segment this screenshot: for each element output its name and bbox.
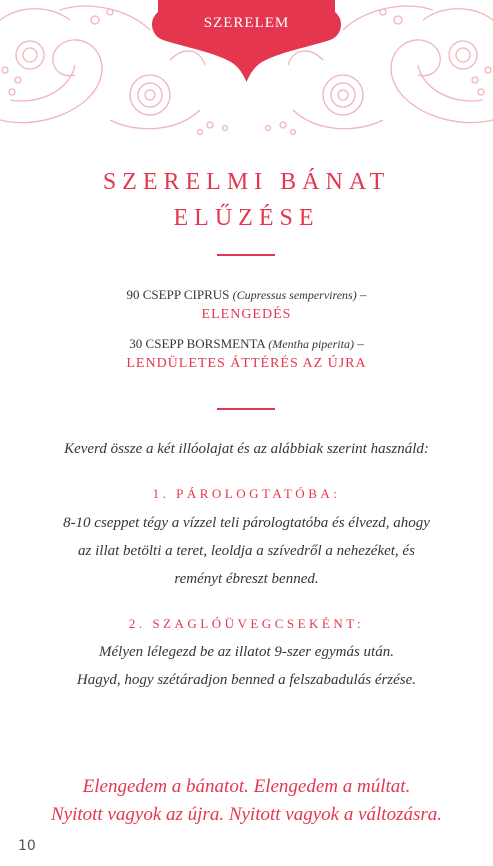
ingredient-dash: –	[356, 287, 367, 302]
step-body-line: 8-10 cseppet tégy a vízzel teli párologtatóba és élvezd, ahogy	[63, 515, 430, 531]
step-body-smelling-bottle	[20, 638, 473, 694]
ingredient-effect: ELENGEDÉS	[201, 307, 292, 322]
step-body-line: az illat betölti a teret, leoldja a szívedről a nehezéket, és	[78, 543, 415, 559]
step-body-line: Mélyen lélegezd be az illatot 9-szer egymás után.	[99, 644, 394, 660]
divider-top	[217, 254, 275, 256]
category-banner-shape	[152, 0, 341, 82]
affirmation-line-2: Nyitott vagyok az újra. Nyitott vagyok a változásra.	[50, 804, 443, 825]
ingredient-latin-name: (Cupressus sempervirens)	[232, 288, 357, 302]
ingredient-latin-name: (Mentha piperita)	[268, 337, 354, 351]
ingredient-item	[0, 334, 493, 374]
usage-intro: Keverd össze a két illóolajat és az alábbiak szerint használd:	[64, 441, 429, 457]
ingredient-name-line	[0, 334, 493, 354]
title-line-2: ELŰZÉSE	[173, 205, 320, 231]
title-line-1: SZERELMI BÁNAT	[102, 169, 391, 195]
affirmation	[0, 773, 493, 829]
step-title-smelling-bottle: 2. SZAGLÓÜVEGCSEKÉNT:	[128, 616, 365, 631]
divider-bottom	[217, 408, 275, 410]
step-title-diffuser: 1. PÁROLOGTATÓBA:	[152, 486, 341, 501]
step-body-line: reményt ébreszt benned.	[174, 571, 319, 587]
step-body-diffuser	[20, 509, 473, 593]
page-number: 10	[18, 838, 36, 854]
ingredient-dash: –	[353, 336, 364, 351]
ingredient-name-line	[0, 285, 493, 305]
ingredient-amount-name: 30 CSEPP BORSMENTA	[129, 336, 266, 351]
step-body-line: Hagyd, hogy szétáradjon benned a felszabadulás érzése.	[76, 672, 417, 688]
category-label: SZERELEM	[203, 15, 290, 31]
ingredient-item	[0, 285, 493, 325]
affirmation-line-1: Elengedem a bánatot. Elengedem a múltat.	[82, 776, 411, 797]
ingredient-effect: LENDÜLETES ÁTTÉRÉS AZ ÚJRA	[126, 356, 367, 371]
ingredient-amount-name: 90 CSEPP CIPRUS	[126, 287, 230, 302]
page-title	[0, 164, 493, 236]
